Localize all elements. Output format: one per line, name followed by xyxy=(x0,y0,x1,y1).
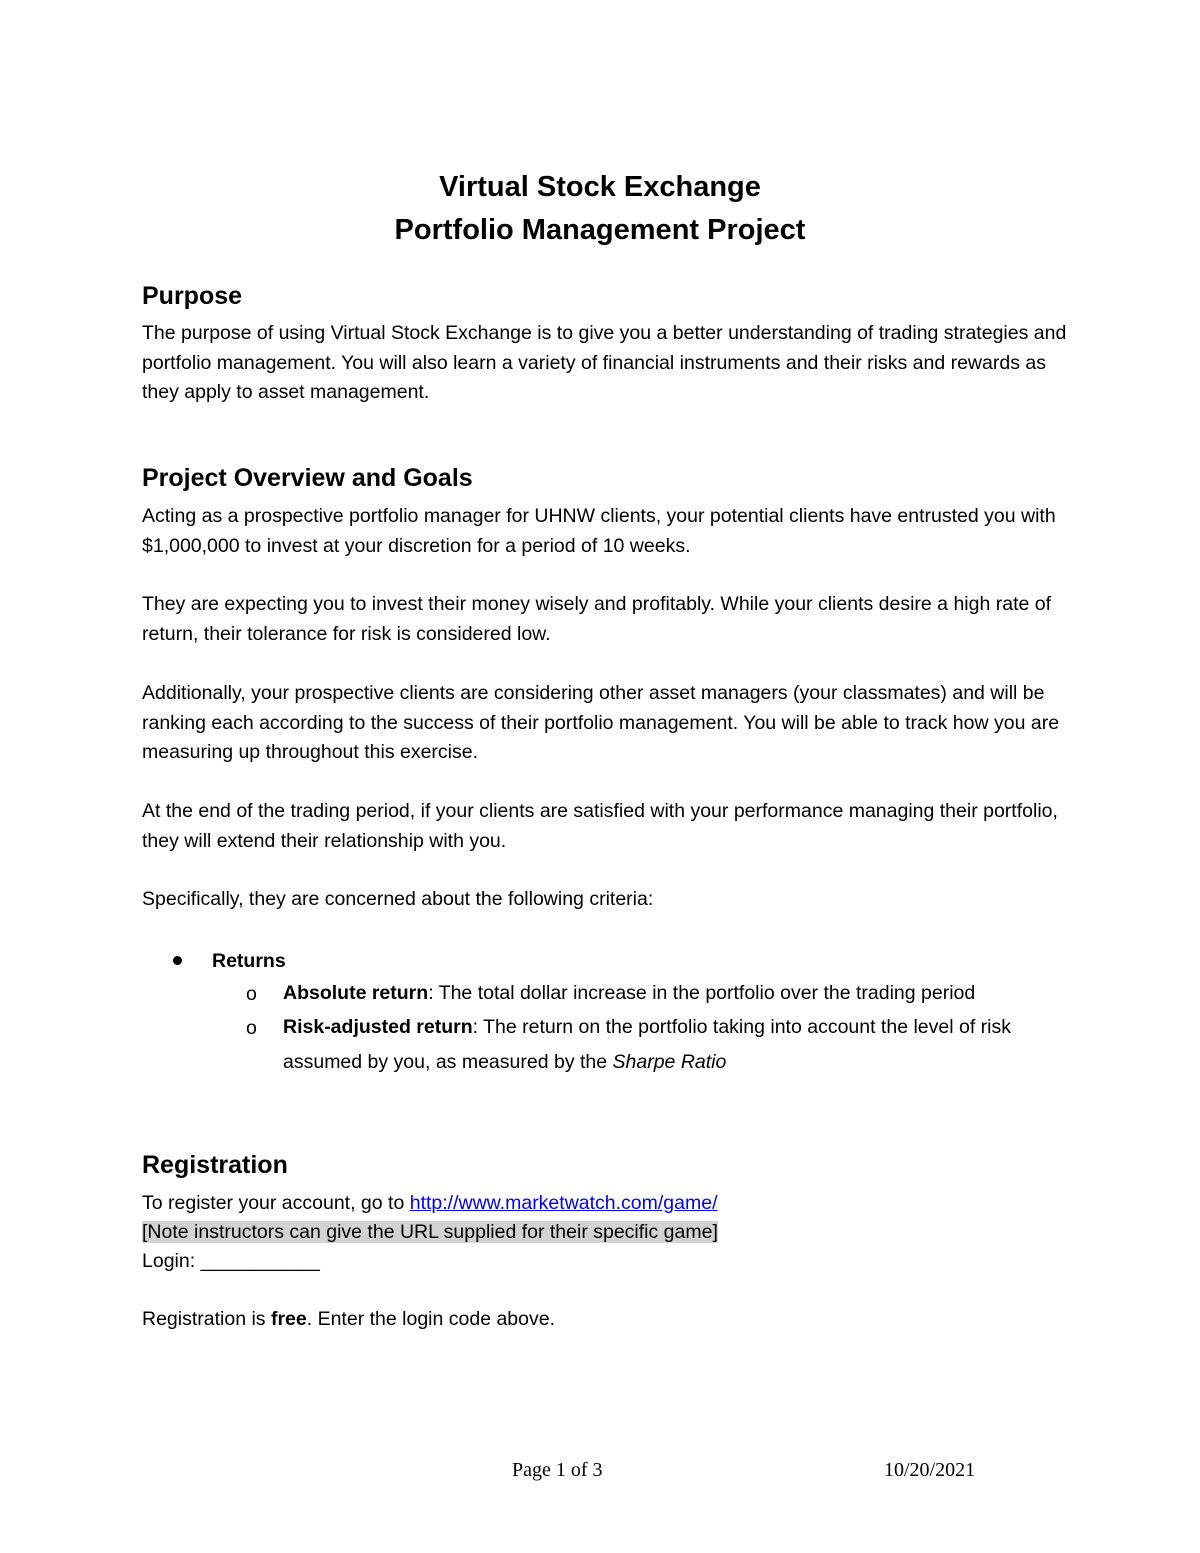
registration-free-line xyxy=(142,1305,555,1333)
free-suffix: . Enter the login code above. xyxy=(306,1308,556,1330)
sub-bullet-absolute-return xyxy=(283,976,1073,1011)
overview-paragraph-1: Acting as a prospective portfolio manager for UHNW clients, your potential clients have entrusted you with $1,000,000 to invest at your discretion for a period of 10 weeks. xyxy=(142,505,1056,557)
login-label: Login: xyxy=(142,1250,201,1272)
registration-heading: Registration xyxy=(142,1151,288,1179)
sharpe-ratio-term: Sharpe Ratio xyxy=(612,1051,727,1073)
page-number: Page 1 of 3 xyxy=(512,1459,603,1481)
sub-bullet-marker-1: o xyxy=(246,983,257,1005)
document-title: Virtual Stock Exchange xyxy=(439,171,761,203)
document-subtitle: Portfolio Management Project xyxy=(394,214,806,246)
login-blank: ___________ xyxy=(200,1250,320,1272)
free-prefix: Registration is xyxy=(142,1308,271,1330)
registration-link[interactable]: http://www.marketwatch.com/game/ xyxy=(409,1192,718,1214)
overview-paragraph-5: Specifically, they are concerned about the following criteria: xyxy=(142,888,654,910)
purpose-paragraph: The purpose of using Virtual Stock Exchange is to give you a better understanding of trading strategies and portfolio management. You will also learn a variety of financial instruments and their risks and rewards as they apply to asset management. xyxy=(142,322,1067,403)
purpose-heading: Purpose xyxy=(142,282,243,310)
sub-bullet-risk-adjusted-return xyxy=(283,1010,1073,1080)
footer-date: 10/20/2021 xyxy=(884,1459,976,1481)
registration-prefix: To register your account, go to xyxy=(142,1192,410,1214)
bullet-returns: Returns xyxy=(212,950,286,972)
absolute-return-text: : The total dollar increase in the portfolio over the trading period xyxy=(428,982,976,1004)
overview-heading: Project Overview and Goals xyxy=(142,464,473,492)
overview-paragraph-2: They are expecting you to invest their money wisely and profitably. While your clients desire a high rate of return, their tolerance for risk is considered low. xyxy=(142,593,1052,645)
registration-line xyxy=(142,1189,718,1217)
free-word: free xyxy=(270,1308,307,1330)
login-line xyxy=(142,1247,320,1275)
overview-paragraph-3: Additionally, your prospective clients are considering other asset managers (your classmates) and will be ranking each according to the success of their portfolio management. You will be able to track how you are measuring up throughout this exercise. xyxy=(142,682,1060,763)
overview-paragraph-4: At the end of the trading period, if your clients are satisfied with your performance managing their portfolio, they will extend their relationship with you. xyxy=(142,800,1058,852)
risk-adjusted-return-text: : The return on the portfolio taking into account the level of risk assumed by you, as measured by the xyxy=(283,1016,1011,1073)
instructor-note-highlight: [Note instructors can give the URL supplied for their specific game] xyxy=(142,1221,718,1243)
sub-bullet-marker-2: o xyxy=(246,1017,257,1039)
risk-adjusted-return-term: Risk-adjusted return xyxy=(283,1016,473,1038)
bullet-icon xyxy=(173,956,182,965)
instructor-note xyxy=(142,1218,718,1246)
absolute-return-term: Absolute return xyxy=(283,982,429,1004)
